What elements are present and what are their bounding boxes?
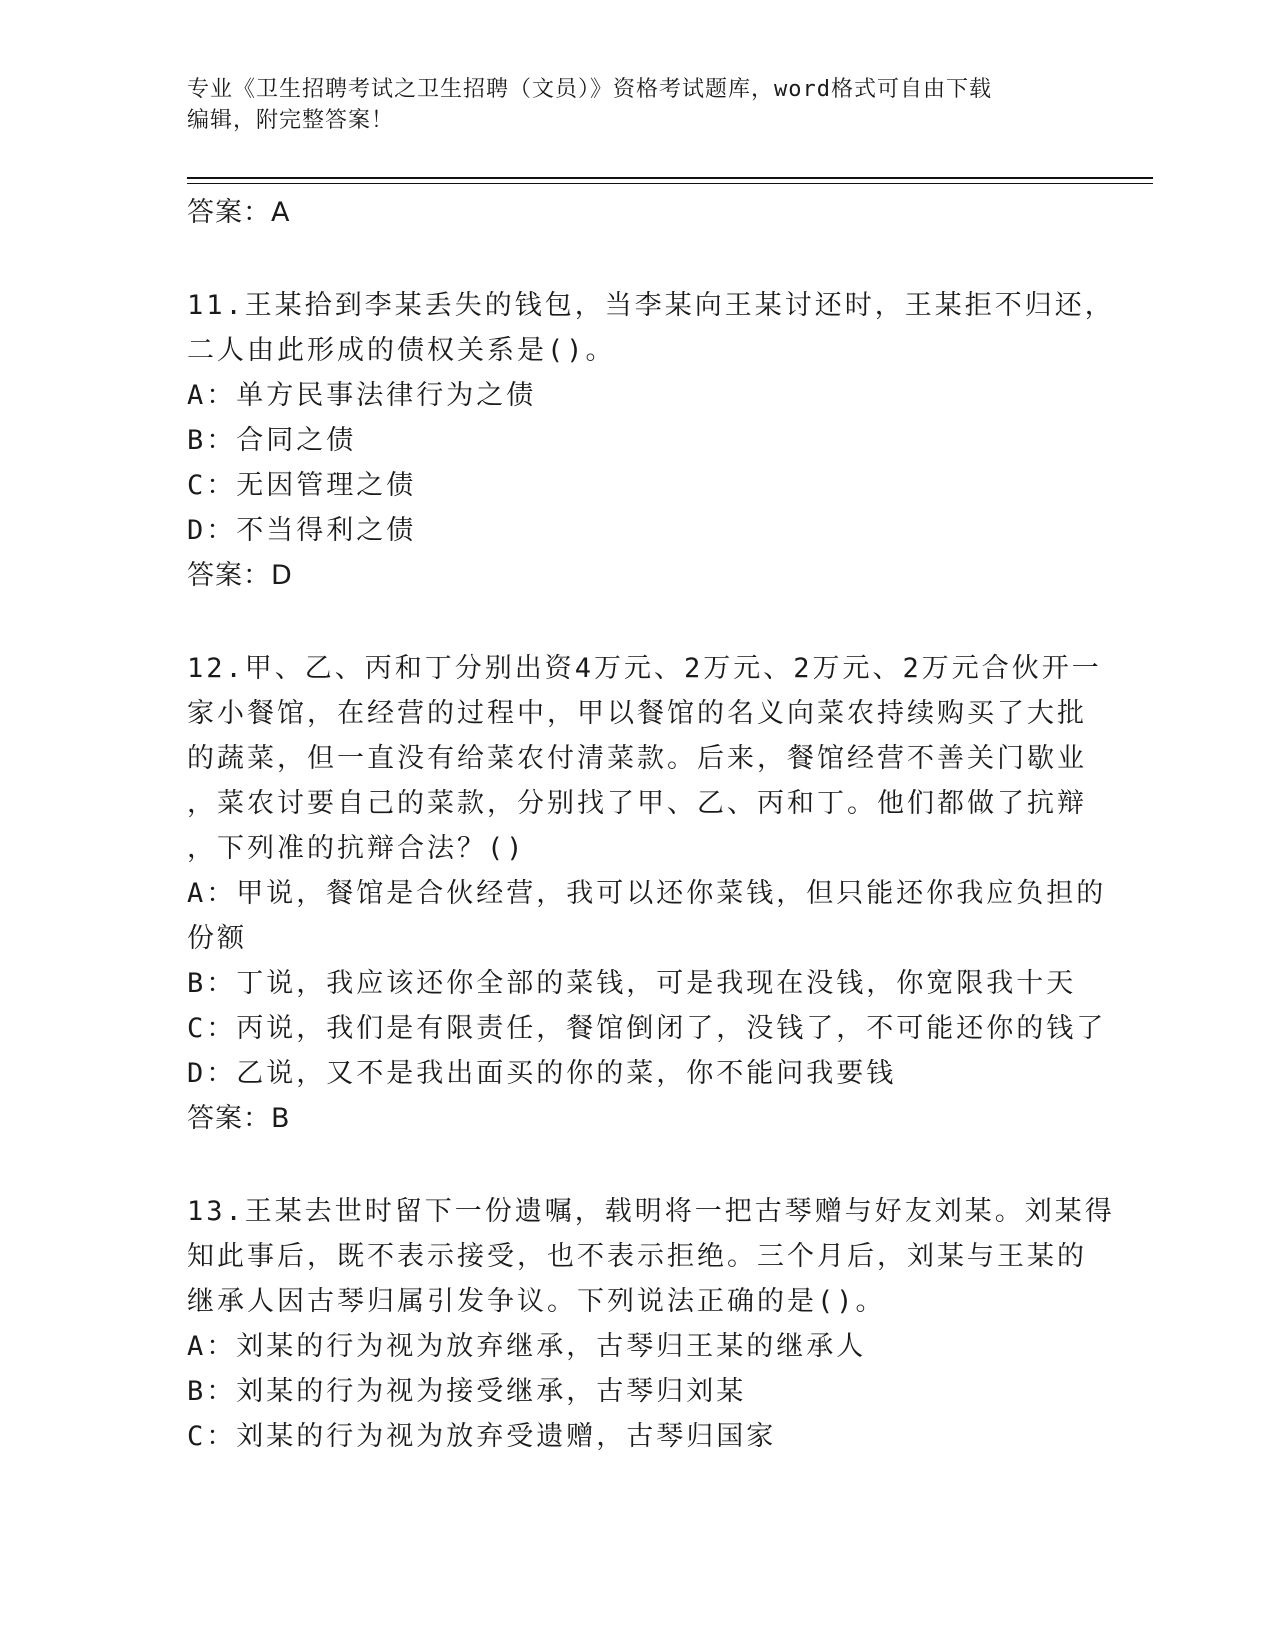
question-text: 11.王某拾到李某丢失的钱包，当李某向王某讨还时，王某拒不归还， [187, 290, 1115, 321]
answer: 答案：D [187, 560, 293, 591]
option-d: D：不当得利之债 [187, 515, 417, 546]
question-text: ，下列准的抗辩合法？() [187, 833, 526, 864]
question-text: 12.甲、乙、丙和丁分别出资4万元、2万元、2万元、2万元合伙开一 [187, 653, 1102, 684]
answer: 答案：B [187, 1103, 291, 1134]
header-rule-thin [187, 183, 1153, 184]
question-text: 知此事后，既不表示接受，也不表示拒绝。三个月后，刘某与王某的 [187, 1241, 1087, 1272]
option-c: C：丙说，我们是有限责任，餐馆倒闭了，没钱了，不可能还你的钱了 [187, 1013, 1107, 1044]
option-b: B：刘某的行为视为接受继承，古琴归刘某 [187, 1376, 747, 1407]
option-d: D：乙说，又不是我出面买的你的菜，你不能问我要钱 [187, 1058, 897, 1089]
option-a-continued: 份额 [187, 923, 247, 954]
option-b: B：丁说，我应该还你全部的菜钱，可是我现在没钱，你宽限我十天 [187, 968, 1077, 999]
option-b: B：合同之债 [187, 425, 357, 456]
option-a: A：甲说，餐馆是合伙经营，我可以还你菜钱，但只能还你我应负担的 [187, 878, 1107, 909]
question-text: ，菜农讨要自己的菜款，分别找了甲、乙、丙和丁。他们都做了抗辩 [187, 788, 1087, 819]
question-text: 的蔬菜，但一直没有给菜农付清菜款。后来，餐馆经营不善关门歇业 [187, 743, 1087, 774]
question-12 [187, 646, 1107, 1141]
question-11 [187, 283, 1115, 598]
header-line-2: 编辑，附完整答案！ [187, 108, 395, 133]
question-text: 继承人因古琴归属引发争议。下列说法正确的是()。 [187, 1286, 886, 1317]
question-text: 13.王某去世时留下一份遗嘱，载明将一把古琴赠与好友刘某。刘某得 [187, 1196, 1115, 1227]
header-rule-thick [187, 177, 1153, 179]
question-13 [187, 1189, 1115, 1459]
option-a: A：刘某的行为视为放弃继承，古琴归王某的继承人 [187, 1331, 867, 1362]
option-a: A：单方民事法律行为之债 [187, 380, 537, 411]
question-text: 家小餐馆，在经营的过程中，甲以餐馆的名义向菜农持续购买了大批 [187, 698, 1087, 729]
question-text: 二人由此形成的债权关系是()。 [187, 335, 616, 366]
question-content [187, 190, 1115, 1459]
document-header [187, 74, 1067, 136]
option-c: C：刘某的行为视为放弃受遗赠，古琴归国家 [187, 1421, 777, 1452]
option-c: C：无因管理之债 [187, 470, 417, 501]
prev-answer: 答案：A [187, 197, 291, 228]
header-line-1: 专业《卫生招聘考试之卫生招聘（文员）》资格考试题库，word格式可自由下载 [187, 77, 992, 102]
